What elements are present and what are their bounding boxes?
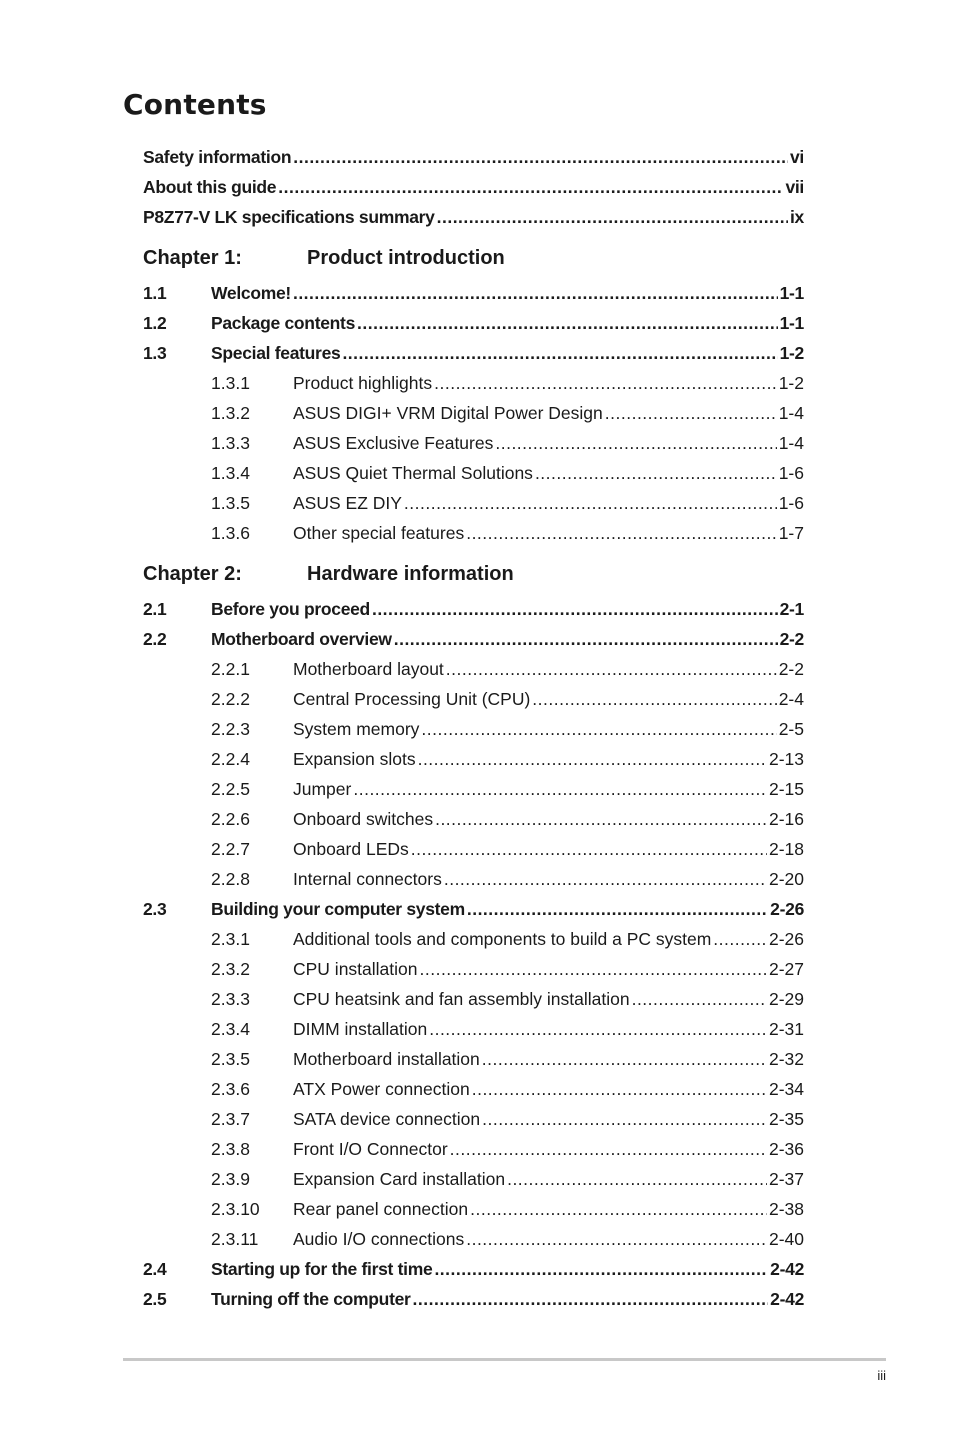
toc-entry-page: 2-38 xyxy=(768,1199,804,1219)
toc-entry-number: 2.2.2 xyxy=(211,689,250,709)
dot-leader xyxy=(404,491,777,515)
toc-entry-number: 2.2.5 xyxy=(211,779,250,799)
dot-leader xyxy=(605,401,777,425)
dot-leader xyxy=(632,987,767,1011)
toc-entry-page: 2-26 xyxy=(770,899,804,919)
dot-leader xyxy=(495,431,776,455)
toc-entry[interactable] xyxy=(143,1047,804,1071)
toc-entry-page: 2-37 xyxy=(768,1169,804,1189)
toc-entry-number: 2.3.9 xyxy=(211,1169,250,1189)
toc-entry-number: 1.3.3 xyxy=(211,433,250,453)
toc-entry-title: Central Processing Unit (CPU) xyxy=(293,689,531,709)
dot-leader xyxy=(446,657,777,681)
toc-entry-page: 1-1 xyxy=(779,313,804,333)
toc-entry[interactable] xyxy=(143,1167,804,1191)
dot-leader xyxy=(466,521,777,545)
toc-entry-page: 2-31 xyxy=(768,1019,804,1039)
toc-entry-title: ASUS Quiet Thermal Solutions xyxy=(293,463,533,483)
toc-entry-title: Rear panel connection xyxy=(293,1199,469,1219)
dot-leader xyxy=(466,1227,767,1251)
dot-leader xyxy=(532,687,776,711)
dot-leader xyxy=(444,867,767,891)
toc-entry-number: 1.3.6 xyxy=(211,523,250,543)
toc-entry[interactable] xyxy=(143,205,804,229)
toc-entry-title: Expansion Card installation xyxy=(293,1169,506,1189)
toc-entry-title: Starting up for the first time xyxy=(211,1259,433,1279)
toc-entry-number: 1.2 xyxy=(143,313,167,333)
toc-entry-number: 2.2.1 xyxy=(211,659,250,679)
toc-entry-number: 2.2 xyxy=(143,629,167,649)
toc-entry-page: 2-2 xyxy=(778,659,804,679)
toc-entry-number: 2.3.10 xyxy=(211,1199,260,1219)
dot-leader xyxy=(342,341,777,365)
dot-leader xyxy=(418,747,767,771)
toc-entry-number: 2.3.7 xyxy=(211,1109,250,1129)
toc-entry-title: DIMM installation xyxy=(293,1019,428,1039)
toc-entry-title: Other special features xyxy=(293,523,465,543)
toc-entry-title: CPU installation xyxy=(293,959,418,979)
chapter-name: Hardware information xyxy=(307,563,514,585)
dot-leader xyxy=(482,1107,767,1131)
chapter-label: Chapter 2: xyxy=(143,563,242,585)
chapter-heading xyxy=(143,563,514,591)
toc-entry-number: 2.2.4 xyxy=(211,749,250,769)
toc-entry-title: Welcome! xyxy=(211,283,291,303)
toc-entry[interactable] xyxy=(143,867,804,891)
toc-entry-page: 2-20 xyxy=(768,869,804,889)
toc-entry-page: 1-2 xyxy=(778,373,804,393)
dot-leader xyxy=(293,145,788,169)
toc-entry-number: 2.3.4 xyxy=(211,1019,250,1039)
toc-entry[interactable] xyxy=(143,957,804,981)
toc-entry[interactable] xyxy=(143,717,804,741)
toc-entry[interactable] xyxy=(143,747,804,771)
toc-entry-page: 2-5 xyxy=(778,719,804,739)
dot-leader xyxy=(437,205,788,229)
dot-leader xyxy=(472,1077,767,1101)
dot-leader xyxy=(353,777,767,801)
toc-entry-title: About this guide xyxy=(143,177,277,197)
toc-entry-number: 2.2.7 xyxy=(211,839,250,859)
toc-entry[interactable] xyxy=(143,837,804,861)
toc-entry-title: Front I/O Connector xyxy=(293,1139,448,1159)
toc-entry-page: 1-4 xyxy=(778,433,804,453)
toc-entry[interactable] xyxy=(143,1077,804,1101)
toc-entry[interactable] xyxy=(143,311,804,335)
dot-leader xyxy=(429,1017,767,1041)
toc-entry-title: Expansion slots xyxy=(293,749,416,769)
toc-entry-title: ASUS Exclusive Features xyxy=(293,433,494,453)
toc-entry[interactable] xyxy=(143,597,804,621)
toc-entry[interactable] xyxy=(143,1227,804,1251)
toc-entry[interactable] xyxy=(143,687,804,711)
toc-entry-page: vii xyxy=(785,177,804,197)
toc-entry-page: 2-40 xyxy=(768,1229,804,1249)
dot-leader xyxy=(535,461,777,485)
dot-leader xyxy=(713,927,767,951)
toc-entry-page: 2-27 xyxy=(768,959,804,979)
toc-entry-title: Onboard LEDs xyxy=(293,839,409,859)
toc-entry-number: 2.2.8 xyxy=(211,869,250,889)
toc-entry-title: CPU heatsink and fan assembly installation xyxy=(293,989,630,1009)
toc-entry-page: 2-18 xyxy=(768,839,804,859)
dot-leader xyxy=(434,1257,768,1281)
toc-entry-number: 1.3.5 xyxy=(211,493,250,513)
toc-entry-page: 2-26 xyxy=(768,929,804,949)
toc-entry[interactable] xyxy=(143,1107,804,1131)
toc-entry-title: Motherboard overview xyxy=(211,629,392,649)
dot-leader xyxy=(435,807,767,831)
toc-entry-page: 2-34 xyxy=(768,1079,804,1099)
dot-leader xyxy=(434,371,777,395)
toc-entry-page: 2-29 xyxy=(768,989,804,1009)
toc-entry[interactable] xyxy=(143,371,804,395)
toc-entry[interactable] xyxy=(143,145,804,169)
dot-leader xyxy=(470,1197,767,1221)
toc-entry-page: vi xyxy=(790,147,804,167)
dot-leader xyxy=(450,1137,767,1161)
toc-entry-title: System memory xyxy=(293,719,420,739)
toc-entry-title: Jumper xyxy=(293,779,352,799)
dot-leader xyxy=(357,311,778,335)
toc-entry[interactable] xyxy=(143,491,804,515)
toc-entry-title: Safety information xyxy=(143,147,292,167)
dot-leader xyxy=(394,627,778,651)
toc-entry-number: 2.3.8 xyxy=(211,1139,250,1159)
toc-entry-title: ASUS DIGI+ VRM Digital Power Design xyxy=(293,403,603,423)
toc-entry-number: 2.3.2 xyxy=(211,959,250,979)
toc-entry[interactable] xyxy=(143,1017,804,1041)
toc-entry-number: 2.3.6 xyxy=(211,1079,250,1099)
toc-entry-title: Special features xyxy=(211,343,341,363)
toc-entry-title: Motherboard layout xyxy=(293,659,444,679)
toc-entry-page: 1-6 xyxy=(778,463,804,483)
toc-entry[interactable] xyxy=(143,175,804,199)
dot-leader xyxy=(413,1287,769,1311)
toc-entry[interactable] xyxy=(143,1257,804,1281)
toc-entry-number: 2.3.1 xyxy=(211,929,250,949)
chapter-heading xyxy=(143,247,505,275)
toc-entry-page: 2-42 xyxy=(770,1259,804,1279)
toc-entry-title: ATX Power connection xyxy=(293,1079,470,1099)
toc-entry-number: 1.3.4 xyxy=(211,463,250,483)
toc-entry-number: 1.3.2 xyxy=(211,403,250,423)
toc-entry-title: Motherboard installation xyxy=(293,1049,480,1069)
dot-leader xyxy=(411,837,767,861)
toc-entry-page: 2-42 xyxy=(770,1289,804,1309)
toc-entry-title: ASUS EZ DIY xyxy=(293,493,402,513)
toc-entry-title: SATA device connection xyxy=(293,1109,481,1129)
toc-entry-page: 1-6 xyxy=(778,493,804,513)
toc-entry-page: 1-2 xyxy=(779,343,804,363)
toc-entry-number: 1.1 xyxy=(143,283,167,303)
toc-entry-title: P8Z77-V LK specifications summary xyxy=(143,207,435,227)
toc-entry[interactable] xyxy=(143,627,804,651)
toc-entry-page: 2-16 xyxy=(768,809,804,829)
toc-entry-number: 2.5 xyxy=(143,1289,167,1309)
toc-entry[interactable] xyxy=(143,281,804,305)
dot-leader xyxy=(278,175,783,199)
toc-entry-page: 2-36 xyxy=(768,1139,804,1159)
toc-entry[interactable] xyxy=(143,461,804,485)
toc-entry-number: 1.3.1 xyxy=(211,373,250,393)
dot-leader xyxy=(420,957,767,981)
dot-leader xyxy=(293,281,778,305)
toc-entry-number: 2.2.3 xyxy=(211,719,250,739)
toc-entry-page: 2-32 xyxy=(768,1049,804,1069)
toc-entry-number: 2.1 xyxy=(143,599,167,619)
toc-entry[interactable] xyxy=(143,927,804,951)
toc-entry-title: Onboard switches xyxy=(293,809,434,829)
toc-entry[interactable] xyxy=(143,777,804,801)
toc-entry-page: 2-15 xyxy=(768,779,804,799)
toc-entry[interactable] xyxy=(143,807,804,831)
toc-entry-page: 2-13 xyxy=(768,749,804,769)
toc-entry-number: 2.3.11 xyxy=(211,1229,259,1249)
toc-entry[interactable] xyxy=(143,401,804,425)
toc-entry-page: 1-7 xyxy=(778,523,804,543)
dot-leader xyxy=(507,1167,767,1191)
toc-entry[interactable] xyxy=(143,1197,804,1221)
toc-entry-number: 2.2.6 xyxy=(211,809,250,829)
toc-entry-number: 2.3.5 xyxy=(211,1049,250,1069)
toc-entry[interactable] xyxy=(143,657,804,681)
toc-entry-page: 2-1 xyxy=(779,599,804,619)
toc-entry-page: ix xyxy=(790,207,804,227)
toc-entry-title: Audio I/O connections xyxy=(293,1229,465,1249)
toc-entry-page: 2-35 xyxy=(768,1109,804,1129)
chapter-name: Product introduction xyxy=(307,247,505,269)
dot-leader xyxy=(482,1047,767,1071)
toc-entry-page: 2-4 xyxy=(778,689,804,709)
toc-entry-title: Internal connectors xyxy=(293,869,442,889)
toc-entry-title: Turning off the computer xyxy=(211,1289,411,1309)
dot-leader xyxy=(421,717,776,741)
toc-entry[interactable] xyxy=(143,897,804,921)
toc-entry-number: 2.3.3 xyxy=(211,989,250,1009)
toc-entry-number: 1.3 xyxy=(143,343,167,363)
toc-entry-number: 2.3 xyxy=(143,899,167,919)
page-title: Contents xyxy=(123,88,267,121)
toc-entry-page: 1-4 xyxy=(778,403,804,423)
toc-entry[interactable] xyxy=(143,521,804,545)
toc-entry-title: Package contents xyxy=(211,313,356,333)
toc-entry[interactable] xyxy=(143,341,804,365)
toc-entry-title: Before you proceed xyxy=(211,599,370,619)
toc-entry[interactable] xyxy=(143,431,804,455)
toc-entry[interactable] xyxy=(143,1137,804,1161)
dot-leader xyxy=(467,897,768,921)
toc-entry-page: 1-1 xyxy=(779,283,804,303)
toc-entry[interactable] xyxy=(143,1287,804,1311)
page-number: iii xyxy=(877,1368,886,1383)
toc-entry-title: Product highlights xyxy=(293,373,433,393)
chapter-label: Chapter 1: xyxy=(143,247,242,269)
toc-entry-title: Additional tools and components to build a PC system xyxy=(293,929,712,949)
toc-entry-page: 2-2 xyxy=(779,629,804,649)
toc-entry-title: Building your computer system xyxy=(211,899,465,919)
toc-entry-number: 2.4 xyxy=(143,1259,167,1279)
footer-divider xyxy=(123,1358,886,1361)
toc-entry[interactable] xyxy=(143,987,804,1011)
dot-leader xyxy=(372,597,778,621)
